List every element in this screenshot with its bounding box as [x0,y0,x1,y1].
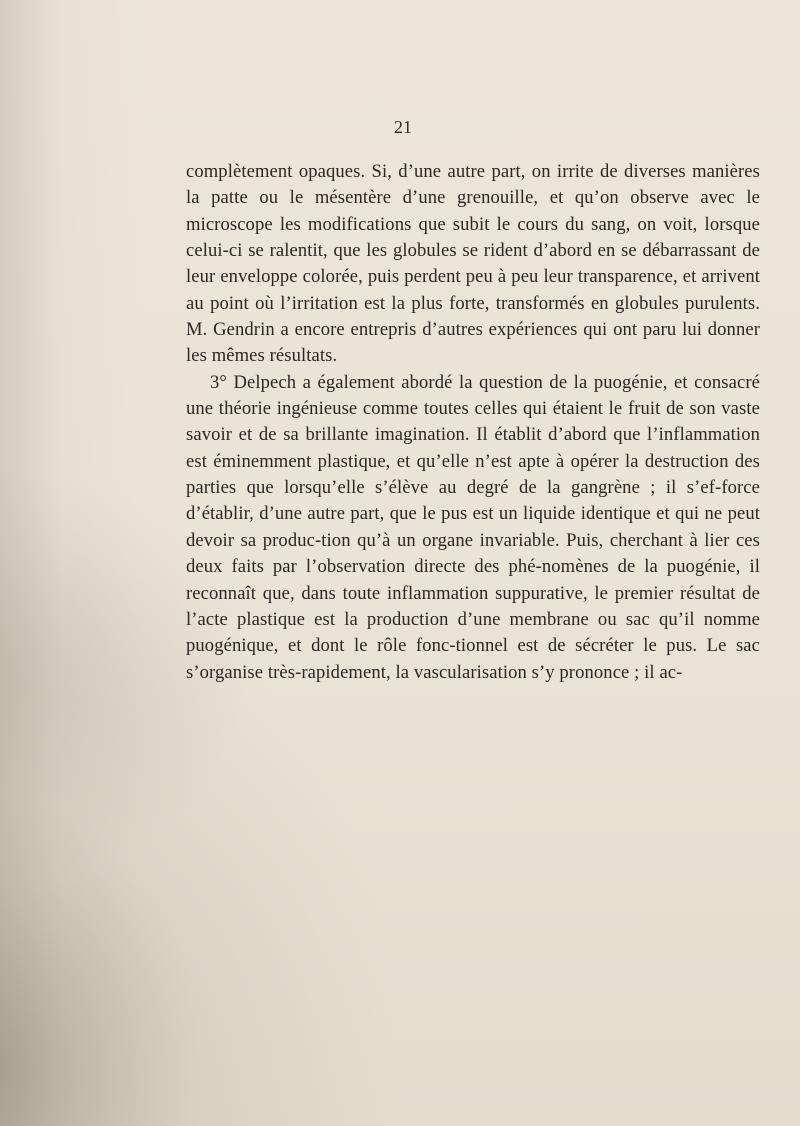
body-text [186,159,760,686]
paragraph-1: complètement opaques. Si, d’une autre part, on irrite de diverses manières la patte ou le mésentère d’une grenouille, et qu’on observe avec le microscope les modifications que subit le cours du sang, on voit, lorsque celui-ci se ralentit, que les globules se rident d’abord en se débarrassant de leur enveloppe colorée, puis perdent peu à peu leur transparence, et arrivent au point où l’irritation est la plus forte, transformés en globules purulents. M. Gendrin a encore entrepris d’autres expériences qui ont paru lui donner les mêmes résultats. [186,161,760,367]
paragraph-2: 3° Delpech a également abordé la question de la puogénie, et consacré une théorie ingénieuse comme toutes celles qui étaient le fruit de son vaste savoir et de sa brillante imagination. Il établit d’abord que l’inflammation est éminemment plastique, et qu’elle n’est apte à opérer la destruction des parties que lorsqu’elle s’élève au degré de la gangrène ; il s’ef-force d’établir, d’une autre part, que le pus est un liquide identique et qui ne peut devoir sa produc-tion qu’à un organe invariable. Puis, cherchant à lier ces deux faits par l’observation directe des phé-nomènes de la puogénie, il reconnaît que, dans toute inflammation suppurative, le premier résultat de l’acte plastique est la production d’une membrane ou sac qu’il nomme puogénique, et dont le rôle fonc-tionnel est de sécréter le pus. Le sac s’organise très-rapidement, la vascularisation s’y prononce ; il ac- [186,371,760,683]
page-number: 21 [394,117,412,137]
